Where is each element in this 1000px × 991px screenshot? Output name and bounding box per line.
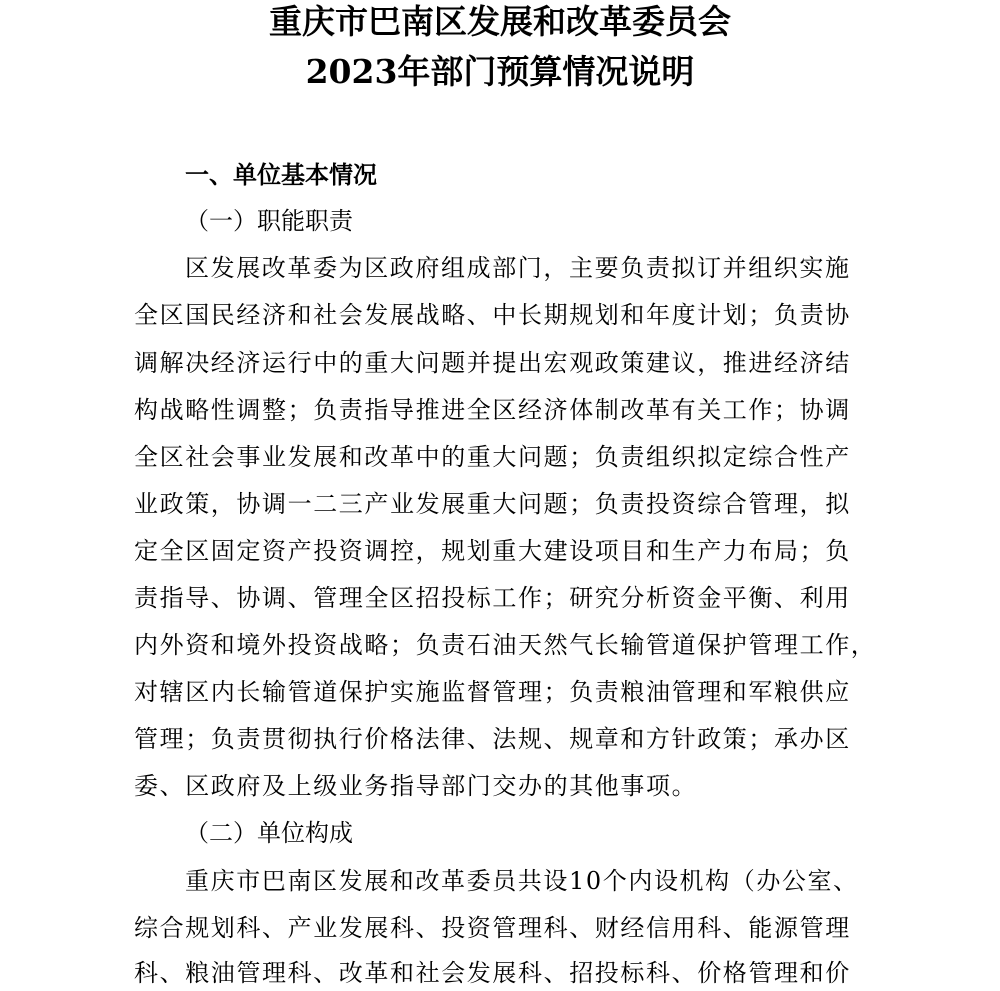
paragraph-line: 责指导、协调、管理全区招投标工作；研究分析资金平衡、利用 [134, 584, 851, 612]
document-title-line2: 2023年部门预算情况说明 [305, 52, 695, 91]
paragraph-line: 区发展改革委为区政府组成部门，主要负责拟订并组织实施 [185, 254, 851, 282]
subsection-heading-functions: （一）职能职责 [185, 207, 353, 235]
subsection-heading-composition: （二）单位构成 [185, 819, 353, 847]
paragraph-line: 委、区政府及上级业务指导部门交办的其他事项。 [134, 772, 698, 800]
paragraph-line: 全区国民经济和社会发展战略、中长期规划和年度计划；负责协 [134, 301, 851, 329]
paragraph-line: 全区社会事业发展和改革中的重大问题；负责组织拟定综合性产 [134, 443, 851, 471]
paragraph-line: 内外资和境外投资战略；负责石油天然气长输管道保护管理工作， [134, 631, 877, 659]
paragraph-line: 对辖区内长输管道保护实施监督管理；负责粮油管理和军粮供应 [134, 678, 851, 706]
paragraph-line: 定全区固定资产投资调控，规划重大建设项目和生产力布局；负 [134, 537, 851, 565]
paragraph-line: 业政策，协调一二三产业发展重大问题；负责投资综合管理，拟 [134, 490, 851, 518]
document-title-line1: 重庆市巴南区发展和改革委员会 [269, 2, 731, 41]
paragraph-line: 调解决经济运行中的重大问题并提出宏观政策建议，推进经济结 [134, 349, 851, 377]
paragraph-line: 重庆市巴南区发展和改革委员共设10个内设机构（办公室、 [185, 867, 859, 895]
section-heading-basic-info: 一、单位基本情况 [185, 160, 377, 189]
paragraph-line: 综合规划科、产业发展科、投资管理科、财经信用科、能源管理 [134, 914, 851, 942]
paragraph-line: 科、粮油管理科、改革和社会发展科、招投标科、价格管理和价 [134, 959, 851, 987]
paragraph-line: 管理；负责贯彻执行价格法律、法规、规章和方针政策；承办区 [134, 725, 851, 753]
paragraph-line: 构战略性调整；负责指导推进全区经济体制改革有关工作；协调 [134, 396, 851, 424]
